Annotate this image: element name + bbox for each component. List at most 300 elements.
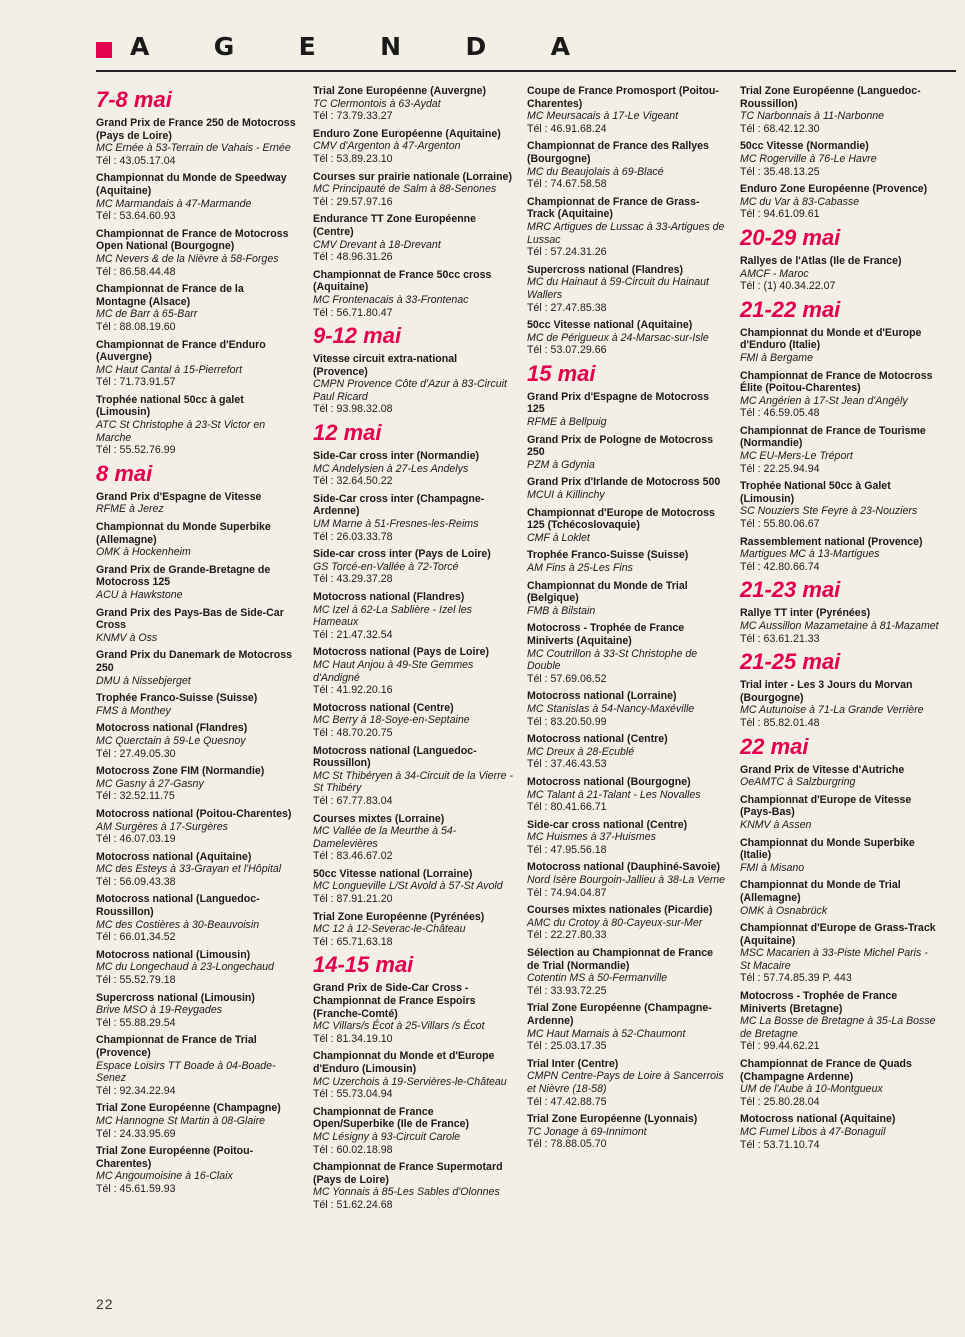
event-entry	[313, 745, 513, 808]
event-title: Championnat de France Open/Superbike (Ile de France)	[313, 1105, 470, 1131]
event-organizer: MC Angoumoisine à 16-Claix	[96, 1170, 233, 1183]
event-entry	[96, 491, 296, 516]
title-letter: E	[298, 32, 316, 61]
event-organizer: MC Autunoise à 71-La Grande Verrière	[740, 704, 924, 717]
event-title: 50cc Vitesse (Normandie)	[740, 140, 869, 153]
event-organizer: MC Huismes à 37-Huismes	[527, 831, 656, 844]
event-entry	[527, 776, 727, 814]
event-entry	[96, 1034, 296, 1097]
event-title: Motocross national (Aquitaine)	[740, 1113, 896, 1126]
event-organizer: MC du Hainaut à 59-Circuit du Hainaut Wallers	[527, 276, 709, 301]
event-organizer: MC Meursacais à 17-Le Vigeant	[527, 110, 679, 123]
event-title: Grand Prix d'Espagne de Vitesse	[96, 490, 262, 503]
event-title: Sélection au Championnat de France de Trial (Normandie)	[527, 947, 714, 972]
event-entry	[740, 140, 940, 178]
event-organizer: Espace Loisirs TT Boade à 04-Boade-Senez	[96, 1059, 276, 1085]
event-organizer: MC St Thibéryen à 34-Circuit de la Vierre -St Thibéry	[313, 769, 513, 795]
event-phone: Tél : 83.46.67.02	[313, 850, 393, 863]
event-title: Championnat de France de Quads (Champagne Ardenne)	[740, 1058, 912, 1083]
event-phone: Tél : 81.34.19.10	[313, 1032, 393, 1045]
event-entry	[313, 702, 513, 740]
event-organizer: MC Haut Cantal à 15-Pierrefort	[96, 363, 243, 376]
event-phone: Tél : 57.24.31.26	[527, 246, 607, 259]
event-title: Motocross national (Flandres)	[96, 722, 248, 735]
event-entry	[313, 646, 513, 696]
event-title: Rassemblement national (Provence)	[740, 535, 923, 548]
event-entry	[527, 904, 727, 942]
event-organizer: MC Andelysien à 27-Les Andelys	[313, 462, 469, 475]
event-phone: Tél : 99.44.62.21	[740, 1040, 820, 1053]
event-organizer: MC Marmandais à 47-Marmande	[96, 197, 252, 210]
event-organizer: Nord Isère Bourgoin-Jallieu à 38-La Verne	[527, 874, 726, 887]
event-title: Championnat du Monde de Trial (Allemagne)	[740, 879, 901, 904]
event-phone: Tél : 22.27.80.33	[527, 929, 607, 942]
event-organizer: MC Yonnais à 85-Les Sables d'Olonnes	[313, 1186, 500, 1199]
event-organizer: MC Lésigny à 93-Circuit Carole	[313, 1130, 461, 1143]
event-entry	[96, 692, 296, 717]
event-entry	[740, 764, 940, 789]
event-title: Championnat du Monde et d'Europe d'Enduro (Italie)	[740, 326, 922, 352]
event-phone: Tél : 24.33.95.69	[96, 1127, 176, 1140]
title-letter: G	[213, 32, 235, 61]
event-title: Trial Zone Européenne (Champagne)	[96, 1102, 281, 1115]
event-entry	[740, 1058, 940, 1108]
event-entry	[740, 837, 940, 875]
event-title: Trial Zone Européenne (Languedoc-Roussillon)	[740, 85, 921, 110]
agenda-column-3	[527, 85, 727, 1156]
event-phone: Tél : 55.88.29.54	[96, 1016, 176, 1029]
event-title: Championnat de France de Tourisme (Normandie)	[740, 424, 926, 450]
header-rule	[96, 70, 956, 72]
event-organizer: FMS à Monthey	[96, 704, 171, 717]
event-title: Grand Prix de Grande-Bretagne de Motocross 125	[96, 563, 271, 589]
date-heading: 15 mai	[527, 360, 596, 386]
event-entry	[313, 1050, 513, 1100]
event-organizer: KNMV à Oss	[96, 631, 158, 644]
event-entry	[313, 1161, 513, 1211]
event-entry	[96, 949, 296, 987]
event-organizer: MC Rogerville à 76-Le Havre	[740, 152, 877, 165]
event-organizer: MC Coutrillon à 33-St Christophe de Double	[527, 647, 698, 673]
event-title: Trial Zone Européenne (Pyrénées)	[313, 910, 485, 923]
event-organizer: Cotentin MS à 50-Fermanville	[527, 972, 668, 985]
event-organizer: TC Clermontois à 63-Aydat	[313, 97, 441, 110]
event-entry	[740, 183, 940, 221]
event-entry	[96, 808, 296, 846]
event-entry	[740, 1113, 940, 1151]
event-title: Motocross - Trophée de France Miniverts (Bretagne)	[740, 990, 898, 1015]
event-title: Trophée national 50cc à galet (Limousin)	[96, 393, 244, 419]
event-title: Championnat de France de Grass-Track (Aquitaine)	[527, 195, 700, 221]
event-entry	[313, 353, 513, 416]
event-entry	[313, 813, 513, 863]
event-entry	[527, 819, 727, 857]
event-organizer: RFME à Bellpuig	[527, 416, 607, 429]
event-entry	[96, 521, 296, 559]
event-title: Trial Inter (Centre)	[527, 1057, 619, 1070]
event-title: Motocross national (Pays de Loire)	[313, 646, 490, 659]
event-entry	[96, 564, 296, 602]
event-organizer: MC du Beaujolais à 69-Blacé	[527, 165, 664, 178]
event-entry	[527, 319, 727, 357]
event-entry	[527, 733, 727, 771]
event-entry	[527, 549, 727, 574]
event-title: Enduro Zone Européenne (Aquitaine)	[313, 127, 501, 140]
event-title: Championnat du Monde Superbike (Italie)	[740, 836, 915, 862]
event-entry	[527, 476, 727, 501]
event-organizer: ACU à Hawkstone	[96, 589, 183, 601]
event-phone: Tél : 46.07.03.19	[96, 833, 176, 846]
event-entry	[740, 879, 940, 917]
event-entry	[313, 548, 513, 586]
event-title: Courses mixtes (Lorraine)	[313, 812, 445, 825]
event-title: 50cc Vitesse national (Lorraine)	[313, 867, 473, 880]
event-organizer: MC Vallée de la Meurthe à 54-Damelevières	[313, 825, 457, 850]
event-organizer: MRC Artigues de Lussac à 33-Artigues de Lussac	[527, 220, 725, 246]
event-organizer: MC Frontenacais à 33-Frontenac	[313, 293, 469, 306]
page-number: 22	[96, 1296, 114, 1312]
event-organizer: KNMV à Assen	[740, 818, 812, 831]
event-organizer: MC Gasny à 27-Gasny	[96, 777, 204, 790]
event-phone: Tél : 53.89.23.10	[313, 152, 393, 165]
event-phone: Tél : 71.73.91.57	[96, 376, 176, 389]
event-entry	[313, 171, 513, 209]
event-phone: Tél : 80.41.66.71	[527, 801, 607, 814]
event-entry	[313, 269, 513, 319]
event-title: Motocross national (Aquitaine)	[96, 850, 252, 863]
event-phone: Tél : 67.77.83.04	[313, 794, 393, 807]
event-phone: Tél : 60.02.18.98	[313, 1143, 393, 1156]
event-organizer: MC Ernée à 53-Terrain de Vahais - Ernée	[96, 142, 291, 155]
event-organizer: MC de Périgueux à 24-Marsac-sur-Isle	[527, 331, 709, 344]
event-organizer: MC 12 à 12-Severac-le-Château	[313, 923, 466, 936]
event-phone: Tél : 37.46.43.53	[527, 758, 607, 771]
event-phone: Tél : 41.92.20.16	[313, 684, 393, 697]
event-organizer: OMK à Osnabrück	[740, 904, 828, 917]
event-organizer: MC des Costières à 30-Beauvoisin	[96, 918, 260, 931]
event-title: Trial Zone Européenne (Champagne-Ardenne)	[527, 1002, 712, 1027]
event-entry	[96, 992, 296, 1030]
event-phone: Tél : 48.70.20.75	[313, 726, 393, 739]
event-phone: Tél : 68.42.12.30	[740, 122, 820, 135]
event-entry	[313, 1106, 513, 1156]
event-title: Grand Prix de France 250 de Motocross (Pays de Loire)	[96, 117, 296, 142]
event-entry	[313, 982, 513, 1045]
event-entry	[740, 370, 940, 420]
event-entry	[740, 536, 940, 574]
event-phone: Tél : 29.57.97.16	[313, 195, 393, 208]
event-organizer: MC Aussillon Mazametaine à 81-Mazamet	[740, 620, 939, 632]
event-entry	[527, 622, 727, 685]
event-title: Championnat d'Europe de Grass-Track (Aquitaine)	[740, 922, 936, 947]
event-phone: Tél : 56.09.43.38	[96, 875, 176, 888]
event-title: Grand Prix des Pays-Bas de Side-Car Cross	[96, 606, 284, 632]
event-phone: Tél : 55.73.04.94	[313, 1088, 393, 1101]
agenda-column-2	[313, 85, 513, 1217]
event-title: Trophée Franco-Suisse (Suisse)	[96, 692, 258, 705]
event-title: Motocross Zone FIM (Normandie)	[96, 765, 265, 778]
event-organizer: MC Berry à 18-Soye-en-Septaine	[313, 714, 470, 727]
event-organizer: MC Izel à 62-La Sablière - Izel les Hameaux	[313, 603, 472, 629]
event-organizer: MC Uzerchois à 19-Servières-le-Château	[313, 1075, 507, 1088]
event-organizer: TC Jonage à 69-Innimont	[527, 1125, 647, 1138]
event-organizer: MC des Esteys à 33-Grayan et l'Hôpital	[96, 863, 282, 876]
event-phone: Tél : 43.29.37.28	[313, 573, 393, 586]
event-phone: Tél : 48.96.31.26	[313, 251, 393, 264]
event-entry	[313, 128, 513, 166]
date-heading: 8 mai	[96, 460, 153, 486]
event-phone: Tél : 63.61.21.33	[740, 632, 820, 645]
event-title: Courses sur prairie nationale (Lorraine)	[313, 170, 512, 183]
event-entry	[527, 196, 727, 259]
event-entry	[740, 607, 940, 645]
event-phone: Tél : 92.34.22.94	[96, 1084, 176, 1097]
title-letter: D	[465, 32, 487, 61]
event-entry	[740, 794, 940, 832]
event-entry	[96, 1145, 296, 1195]
event-title: Championnat de France d'Enduro (Auvergne)	[96, 338, 266, 364]
event-entry	[527, 85, 727, 135]
agenda-title	[130, 32, 570, 61]
event-entry	[527, 140, 727, 190]
event-phone: Tél : 33.93.72.25	[527, 984, 607, 997]
event-title: Grand Prix d'Espagne de Motocross 125	[527, 390, 710, 416]
event-organizer: CMV Drevant à 18-Drevant	[313, 238, 441, 251]
agenda-column-1	[96, 85, 296, 1201]
event-organizer: Martigues MC à 13-Martigues	[740, 548, 880, 561]
event-entry	[527, 264, 727, 314]
event-phone: Tél : 57.74.85.39 P. 443	[740, 972, 852, 985]
event-phone: Tél : 57.69.06.52	[527, 672, 607, 685]
event-entry	[740, 425, 940, 475]
event-entry	[740, 255, 940, 293]
event-title: Motocross national (Languedoc-Roussillon)	[96, 893, 260, 919]
event-phone: Tél : 85.82.01.48	[740, 716, 820, 729]
agenda-header	[96, 30, 956, 70]
event-title: Motocross national (Flandres)	[313, 591, 465, 603]
event-title: Championnat de France Supermotard (Pays de Loire)	[313, 1161, 503, 1186]
event-phone: Tél : 55.52.79.18	[96, 974, 176, 987]
event-title: Trial Zone Européenne (Poitou-Charentes)	[96, 1145, 254, 1170]
event-title: Motocross - Trophée de France Miniverts (Aquitaine)	[527, 622, 685, 647]
event-entry	[96, 649, 296, 687]
event-organizer: MC Fumel Libos à 47-Bonaguil	[740, 1126, 886, 1138]
event-organizer: CMF à Loklet	[527, 531, 590, 544]
event-organizer: MC Talant à 21-Talant - Les Novalles	[527, 788, 701, 801]
event-entry	[313, 591, 513, 641]
event-title: Trophée Franco-Suisse (Suisse)	[527, 549, 689, 562]
event-entry	[96, 851, 296, 889]
event-organizer: PZM à Gdynia	[527, 458, 595, 471]
date-heading: 21-25 mai	[740, 649, 841, 675]
event-title: Coupe de France Promosport (Poitou-Charentes)	[527, 85, 719, 110]
event-organizer: MC Principauté de Salm à 88-Senones	[313, 183, 497, 196]
event-phone: Tél : 45.61.59.93	[96, 1182, 176, 1195]
date-heading: 7-8 mai	[96, 87, 172, 112]
event-organizer: MCUI à Killinchy	[527, 489, 605, 502]
event-title: Championnat du Monde de Speedway (Aquitaine)	[96, 172, 287, 197]
event-title: Side-car cross national (Centre)	[527, 818, 688, 831]
event-title: Motocross national (Dauphiné-Savoie)	[527, 861, 721, 874]
event-entry	[527, 1113, 727, 1151]
event-title: Trial Zone Européenne (Lyonnais)	[527, 1113, 698, 1126]
event-title: Motocross national (Bourgogne)	[527, 775, 691, 788]
event-phone: Tél : 94.61.09.61	[740, 208, 820, 221]
event-phone: Tél : 26.03.33.78	[313, 530, 393, 543]
event-entry	[527, 391, 727, 429]
event-title: Motocross national (Poitou-Charentes)	[96, 807, 292, 820]
event-phone: Tél : 74.94.04.87	[527, 886, 607, 899]
event-entry	[96, 339, 296, 389]
event-entry	[96, 172, 296, 222]
event-phone: Tél : 53.71.10.74	[740, 1138, 820, 1151]
event-entry	[313, 911, 513, 949]
event-title: Motocross national (Centre)	[313, 701, 454, 714]
event-title: Side-car cross inter (Pays de Loire)	[313, 548, 491, 561]
event-title: Championnat de France 50cc cross (Aquitaine)	[313, 268, 492, 294]
event-phone: Tél : 73.79.33.27	[313, 110, 393, 123]
event-entry	[740, 679, 940, 729]
event-entry	[313, 450, 513, 488]
event-organizer: ATC St Christophe à 23-St Victor en Marche	[96, 419, 266, 444]
event-title: Supercross national (Limousin)	[96, 991, 255, 1004]
event-entry	[96, 394, 296, 457]
title-letter: N	[380, 32, 402, 61]
event-phone: Tél : 87.91.21.20	[313, 893, 393, 906]
event-phone: Tél : 25.80.28.04	[740, 1095, 820, 1108]
event-title: Motocross national (Lorraine)	[527, 690, 677, 703]
event-organizer: MC Hannogne St Martin à 08-Glaire	[96, 1114, 265, 1127]
event-organizer: OeAMTC à Salzburgring	[740, 776, 856, 789]
event-organizer: UM de l'Aube à 10-Montgueux	[740, 1083, 883, 1096]
event-phone: Tél : 86.58.44.48	[96, 265, 176, 278]
event-title: Side-Car cross inter (Champagne-Ardenne)	[313, 492, 485, 518]
event-title: Championnat de France de Motocross Élite (Poitou-Charentes)	[740, 369, 933, 395]
event-phone: Tél : 51.62.24.68	[313, 1198, 393, 1211]
event-phone: Tél : 47.42.88.75	[527, 1095, 607, 1108]
event-title: Trophée National 50cc à Galet (Limousin)	[740, 480, 891, 505]
event-organizer: Brive MSO à 19-Reygades	[96, 1004, 223, 1017]
event-title: Championnat de France de la Montagne (Alsace)	[96, 283, 244, 308]
event-organizer: UM Marne à 51-Fresnes-les-Reims	[313, 518, 479, 531]
event-phone: Tél : 35.48.13.25	[740, 165, 820, 178]
event-organizer: MC Longueville L/St Avold à 57-St Avold	[313, 880, 503, 893]
event-phone: Tél : 65.71.63.18	[313, 935, 393, 948]
event-organizer: MC du Var à 83-Cabasse	[740, 195, 860, 208]
event-entry	[740, 990, 940, 1053]
event-phone: Tél : 21.47.32.54	[313, 628, 393, 641]
event-entry	[96, 283, 296, 333]
event-organizer: MC Haut Marnais à 52-Chaumont	[527, 1027, 686, 1040]
event-entry	[740, 327, 940, 365]
event-phone: Tél : 32.64.50.22	[313, 475, 393, 488]
event-organizer: MC Querctain à 59-Le Quesnoy	[96, 734, 246, 747]
event-organizer: AM Fins à 25-Les Fins	[527, 562, 633, 574]
event-entry	[740, 480, 940, 530]
event-entry	[527, 434, 727, 472]
event-entry	[527, 1058, 727, 1108]
event-phone: Tél : 22.25.94.94	[740, 462, 820, 475]
date-heading: 22 mai	[740, 733, 809, 759]
event-title: Supercross national (Flandres)	[527, 263, 683, 276]
event-entry	[96, 228, 296, 278]
event-title: Enduro Zone Européenne (Provence)	[740, 183, 928, 196]
event-title: Endurance TT Zone Européenne (Centre)	[313, 213, 477, 238]
event-phone: Tél : (1) 40.34.22.07	[740, 280, 836, 293]
event-title: Grand Prix du Danemark de Motocross 250	[96, 649, 293, 674]
title-letter: A	[550, 32, 570, 61]
event-title: 50cc Vitesse national (Aquitaine)	[527, 319, 693, 332]
event-title: Rallyes de l'Atlas (Ile de France)	[740, 254, 902, 267]
event-entry	[96, 893, 296, 943]
event-entry	[313, 85, 513, 123]
date-heading: 14-15 mai	[313, 952, 414, 978]
event-entry	[313, 493, 513, 543]
event-title: Motocross national (Centre)	[527, 733, 668, 746]
event-phone: Tél : 56.71.80.47	[313, 306, 393, 319]
event-organizer: MC Nevers & de la Nièvre à 58-Forges	[96, 252, 279, 265]
event-title: Championnat de France de Trial (Provence)	[96, 1034, 257, 1059]
event-title: Championnat du Monde Superbike (Allemagne)	[96, 521, 271, 546]
event-phone: Tél : 47.95.56.18	[527, 843, 607, 856]
event-phone: Tél : 93.98.32.08	[313, 403, 393, 416]
event-organizer: MC du Longechaud à 23-Longechaud	[96, 961, 274, 974]
event-phone: Tél : 66.01.34.52	[96, 931, 176, 944]
event-phone: Tél : 27.49.05.30	[96, 747, 176, 760]
event-entry	[527, 947, 727, 997]
event-title: Motocross national (Limousin)	[96, 948, 251, 961]
event-title: Championnat d'Europe de Vitesse (Pays-Bas)	[740, 793, 912, 819]
event-phone: Tél : 27.47.85.38	[527, 301, 607, 314]
event-entry	[527, 861, 727, 899]
event-title: Grand Prix de Vitesse d'Autriche	[740, 763, 905, 776]
event-organizer: DMU à Nissebjerget	[96, 674, 191, 687]
event-entry	[96, 607, 296, 645]
event-entry	[96, 765, 296, 803]
event-title: Championnat du Monde et d'Europe d'Enduro (Limousin)	[313, 1050, 495, 1075]
event-organizer: MC Haut Anjou à 49-Ste Gemmes d'Andigné	[313, 658, 474, 684]
event-organizer: MC Villars/s Écot à 25-Villars /s Écot	[313, 1020, 485, 1033]
event-organizer: MC Stanislas à 54-Nancy-Maxéville	[527, 702, 695, 715]
event-phone: Tél : 42.80.66.74	[740, 560, 820, 573]
event-organizer: CMPN Centre-Pays de Loire à Sancerrois et Nièvre (18-58)	[527, 1070, 724, 1095]
event-phone: Tél : 53.64.60.93	[96, 210, 176, 223]
title-letter: A	[130, 32, 150, 61]
event-title: Championnat de France de Motocross Open National (Bourgogne)	[96, 227, 289, 253]
event-organizer: GS Torcé-en-Vallée à 72-Torcé	[313, 560, 459, 573]
event-title: Vitesse circuit extra-national (Provence)	[313, 353, 458, 378]
event-phone: Tél : 25.03.17.35	[527, 1040, 607, 1053]
event-organizer: MC de Barr à 65-Barr	[96, 308, 198, 321]
event-title: Side-Car cross inter (Normandie)	[313, 450, 480, 463]
event-entry	[313, 868, 513, 906]
event-phone: Tél : 55.52.76.99	[96, 444, 176, 457]
event-phone: Tél : 43.05.17.04	[96, 154, 176, 167]
event-entry	[740, 85, 940, 135]
event-organizer: MSC Macarien à 33-Piste Michel Paris - St Macaire	[740, 947, 928, 972]
event-phone: Tél : 53.07.29.66	[527, 344, 607, 357]
date-heading: 21-22 mai	[740, 296, 841, 322]
event-entry	[527, 507, 727, 545]
event-title: Courses mixtes nationales (Picardie)	[527, 904, 713, 917]
event-entry	[527, 1002, 727, 1052]
event-phone: Tél : 83.20.50.99	[527, 715, 607, 728]
event-entry	[96, 722, 296, 760]
event-phone: Tél : 32.52.11.75	[96, 790, 175, 803]
event-entry	[96, 1102, 296, 1140]
event-title: Trial inter - Les 3 Jours du Morvan (Bourgogne)	[740, 679, 913, 704]
date-heading: 21-23 mai	[740, 577, 841, 603]
